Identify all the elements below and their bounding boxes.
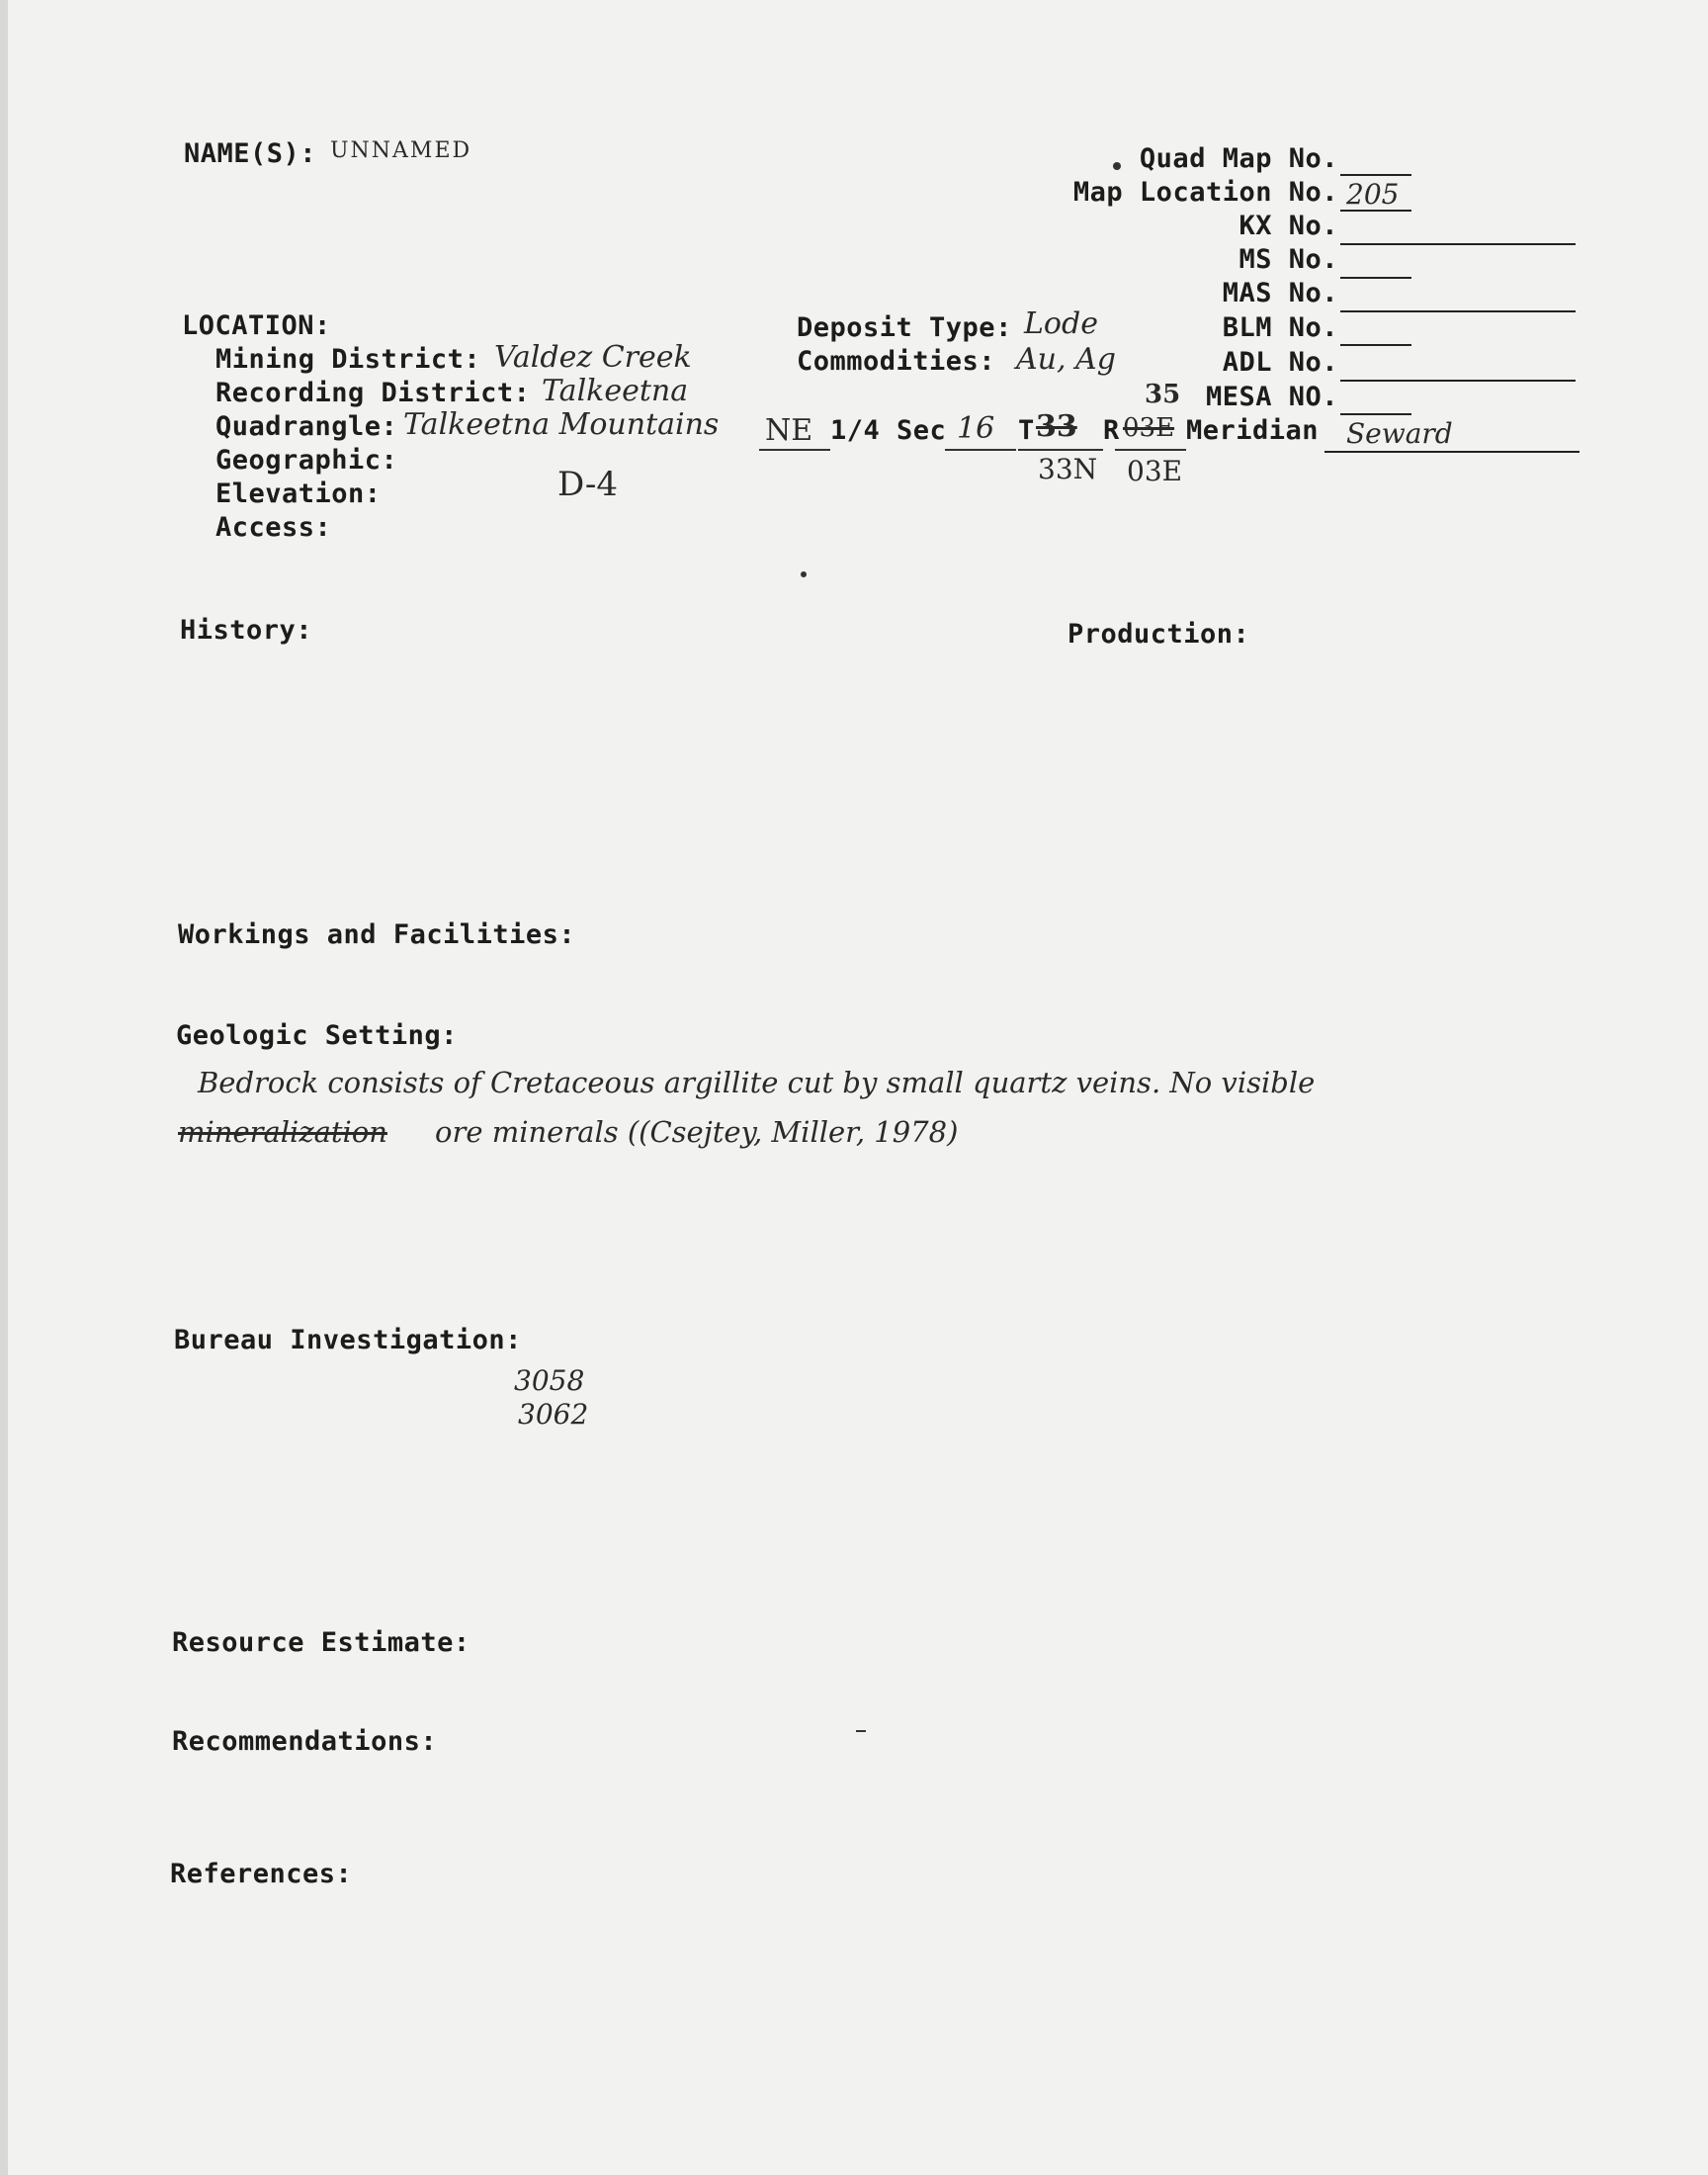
names-label: NAME(S): — [184, 138, 317, 169]
blm-blank — [1340, 344, 1411, 346]
access-label: Access: — [215, 512, 332, 543]
bureau-value-2: 3062 — [518, 1398, 589, 1431]
resource-label: Resource Estimate: — [172, 1627, 470, 1658]
deposit-type-label: Deposit Type: — [797, 312, 1012, 343]
bureau-label: Bureau Investigation: — [174, 1325, 522, 1355]
recording-district-label: Recording District: — [215, 378, 531, 408]
mesa-label: MESA NO. — [1205, 382, 1338, 412]
mas-blank — [1340, 310, 1576, 312]
mining-district-value: Valdez Creek — [494, 340, 692, 375]
workings-label: Workings and Facilities: — [178, 919, 576, 950]
deposit-type-value: Lode — [1024, 306, 1098, 341]
range-value: 03E — [1127, 455, 1183, 487]
blm-label: BLM No. — [1222, 312, 1338, 343]
range-struck: 03E — [1123, 413, 1175, 443]
adl-blank — [1340, 380, 1576, 382]
kx-blank — [1340, 243, 1576, 245]
quarter-underline — [759, 449, 830, 451]
quad-map-label: Quad Map No. — [1139, 143, 1338, 174]
range-over: 35 — [1145, 380, 1181, 409]
bureau-value-1: 3058 — [514, 1364, 585, 1397]
quad-map-blank — [1340, 174, 1411, 176]
map-location-blank — [1340, 210, 1411, 212]
geologic-struck: mineralization — [178, 1115, 387, 1149]
mesa-blank — [1340, 413, 1411, 415]
recommendations-label: Recommendations: — [172, 1726, 438, 1757]
quadrangle-label: Quadrangle: — [215, 411, 398, 442]
map-location-label: Map Location No. — [1072, 177, 1338, 208]
map-location-value: 205 — [1346, 178, 1400, 211]
scan-speck — [801, 571, 807, 577]
township-value: 33N — [1038, 453, 1098, 485]
adl-label: ADL No. — [1222, 347, 1338, 378]
township-label: T — [1018, 415, 1035, 446]
scan-speck — [856, 1730, 866, 1732]
range-underline — [1115, 449, 1186, 451]
scan-speck — [1113, 162, 1121, 170]
kx-label: KX No. — [1238, 211, 1338, 241]
meridian-label: Meridian — [1186, 415, 1320, 446]
production-label: Production: — [1068, 619, 1250, 650]
mas-label: MAS No. — [1222, 278, 1338, 308]
recording-district-value: Talkeetna — [542, 374, 689, 408]
references-label: References: — [170, 1859, 353, 1889]
section-underline — [945, 449, 1016, 451]
meridian-value: Seward — [1346, 417, 1453, 450]
meridian-blank — [1324, 451, 1580, 453]
commodities-value: Au, Ag — [1016, 342, 1116, 377]
location-label: LOCATION: — [182, 310, 331, 341]
ms-label: MS No. — [1238, 244, 1338, 275]
geographic-label: Geographic: — [215, 445, 398, 476]
page-edge-shadow — [0, 0, 8, 2175]
section-value: 16 — [957, 411, 995, 446]
geologic-label: Geologic Setting: — [176, 1020, 458, 1051]
township-underline — [1018, 449, 1103, 451]
township-struck: 33 — [1036, 409, 1077, 444]
history-label: History: — [180, 615, 313, 646]
quadrangle-value: Talkeetna Mountains — [403, 407, 720, 442]
ms-blank — [1340, 277, 1411, 279]
quarter-label: 1/4 Sec — [830, 415, 947, 446]
mining-district-label: Mining District: — [215, 344, 481, 375]
commodities-label: Commodities: — [797, 346, 996, 377]
names-value: UNNAMED — [330, 138, 472, 163]
elevation-value: D-4 — [557, 465, 619, 504]
elevation-label: Elevation: — [215, 478, 382, 509]
range-label: R — [1103, 415, 1120, 446]
quarter-value: NE — [765, 413, 813, 448]
geologic-line2: ore minerals ((Csejtey, Miller, 1978) — [435, 1115, 959, 1149]
geologic-line1: Bedrock consists of Cretaceous argillite cut by small quartz veins. No visible — [198, 1066, 1316, 1099]
